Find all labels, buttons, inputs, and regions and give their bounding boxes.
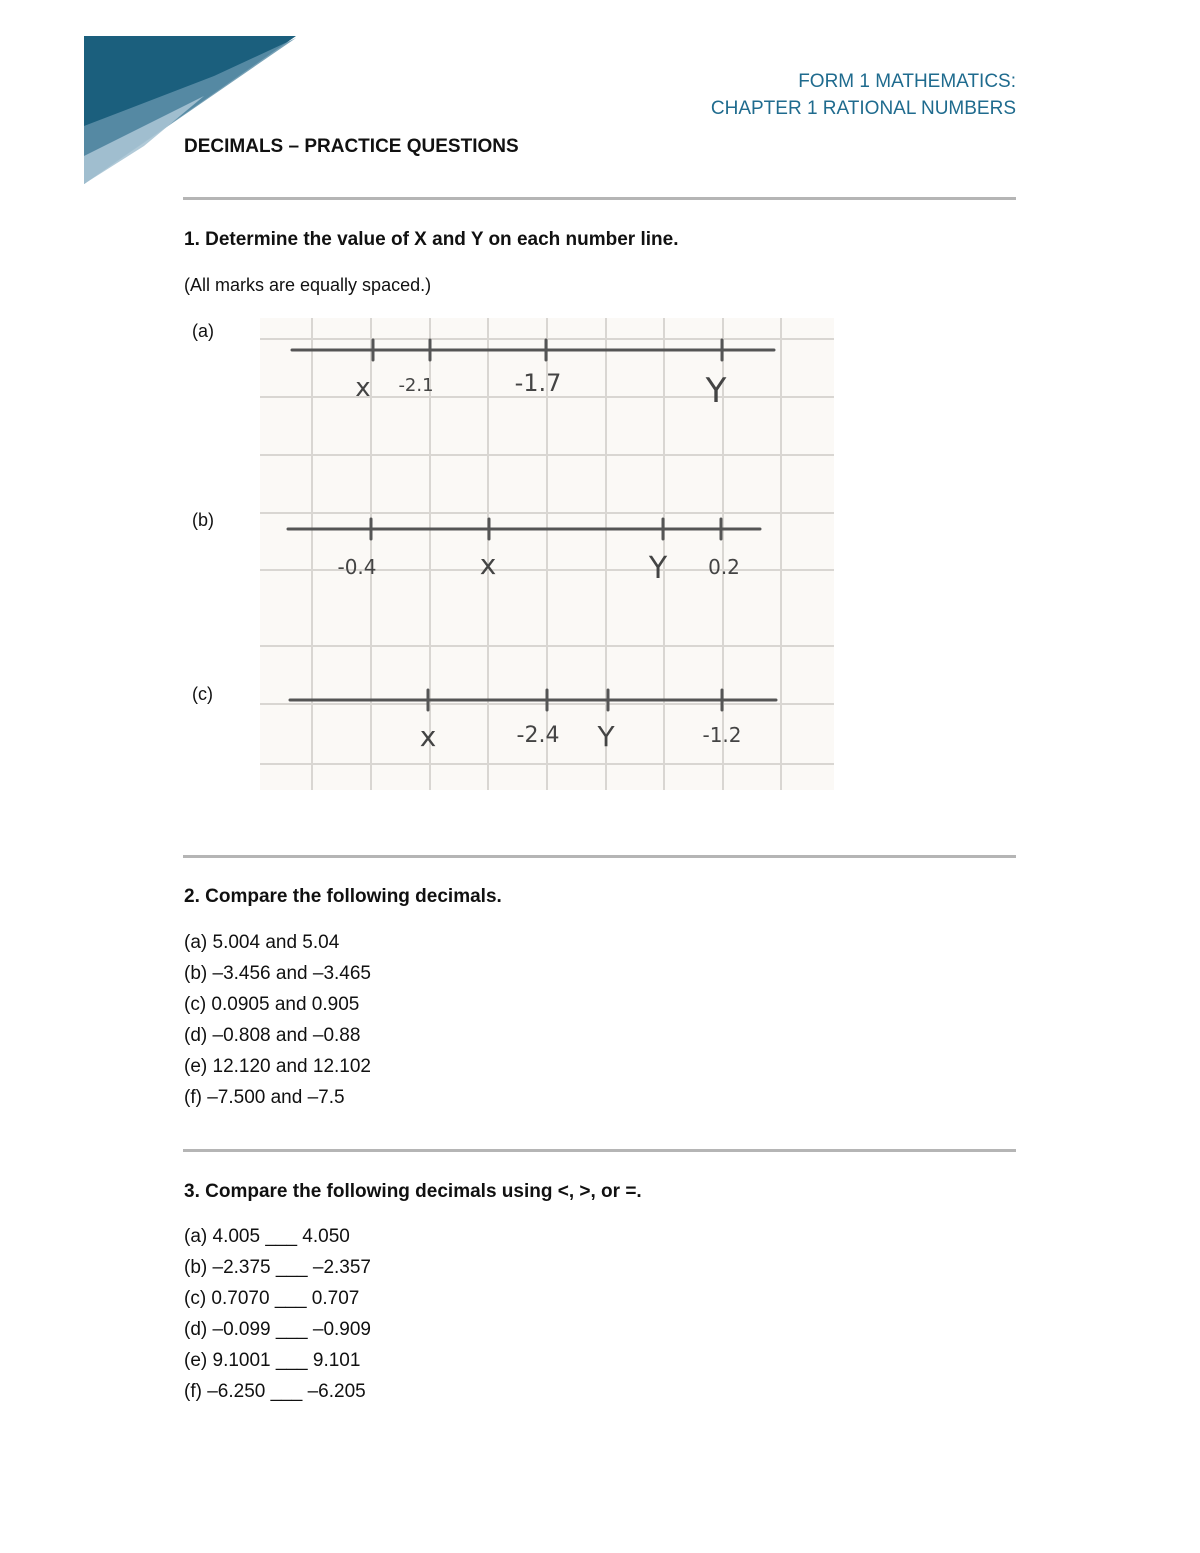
part-label-c: (c) bbox=[192, 684, 213, 704]
divider bbox=[183, 1149, 1016, 1152]
list-item: (c) 0.7070 ___ 0.707 bbox=[184, 1288, 360, 1309]
list-item: (a) 5.004 and 5.04 bbox=[184, 932, 340, 953]
divider bbox=[183, 197, 1016, 200]
line-b-mark-2: x bbox=[479, 548, 497, 581]
question-2-title: 2. Compare the following decimals. bbox=[184, 886, 502, 907]
question-2-list bbox=[184, 927, 371, 1113]
list-item: (a) 4.005 ___ 4.050 bbox=[184, 1226, 350, 1247]
header-line-2: CHAPTER 1 RATIONAL NUMBERS bbox=[710, 98, 1016, 119]
list-item: (c) 0.0905 and 0.905 bbox=[184, 994, 360, 1015]
header-line-1: FORM 1 MATHEMATICS: bbox=[798, 71, 1016, 92]
line-c-mark-2: -2.4 bbox=[516, 723, 560, 748]
line-b-mark-1: -0.4 bbox=[337, 555, 377, 579]
divider bbox=[183, 855, 1016, 858]
part-label-b: (b) bbox=[192, 510, 214, 530]
line-a-mark-4: Y bbox=[705, 371, 727, 411]
line-c-mark-3: Y bbox=[597, 720, 615, 753]
list-item: (f) –6.250 ___ –6.205 bbox=[184, 1381, 366, 1402]
part-label-a: (a) bbox=[192, 321, 214, 341]
line-b-mark-3: Y bbox=[648, 551, 668, 586]
line-b-mark-4: 0.2 bbox=[708, 555, 740, 579]
line-c-mark-1: x bbox=[419, 720, 437, 753]
line-a-mark-1: x bbox=[355, 373, 371, 403]
list-item: (e) 12.120 and 12.102 bbox=[184, 1056, 371, 1077]
line-c-mark-4: -1.2 bbox=[702, 723, 742, 747]
chapter-header bbox=[711, 68, 1016, 122]
list-item: (e) 9.1001 ___ 9.101 bbox=[184, 1350, 361, 1371]
line-a-mark-2: -2.1 bbox=[398, 375, 434, 396]
corner-decoration bbox=[84, 36, 299, 186]
list-item: (d) –0.808 and –0.88 bbox=[184, 1025, 361, 1046]
question-1-note: (All marks are equally spaced.) bbox=[184, 275, 432, 295]
list-item: (f) –7.500 and –7.5 bbox=[184, 1087, 345, 1108]
page-title: DECIMALS – PRACTICE QUESTIONS bbox=[184, 136, 519, 157]
question-3-title: 3. Compare the following decimals using <, >, or =. bbox=[184, 1181, 642, 1202]
number-line-grid bbox=[260, 318, 834, 790]
list-item: (b) –2.375 ___ –2.357 bbox=[184, 1257, 371, 1278]
question-3-list bbox=[184, 1221, 371, 1407]
list-item: (d) –0.099 ___ –0.909 bbox=[184, 1319, 371, 1340]
list-item: (b) –3.456 and –3.465 bbox=[184, 963, 371, 984]
line-a-mark-3: -1.7 bbox=[514, 369, 562, 397]
question-1-title: 1. Determine the value of X and Y on each number line. bbox=[184, 229, 679, 250]
